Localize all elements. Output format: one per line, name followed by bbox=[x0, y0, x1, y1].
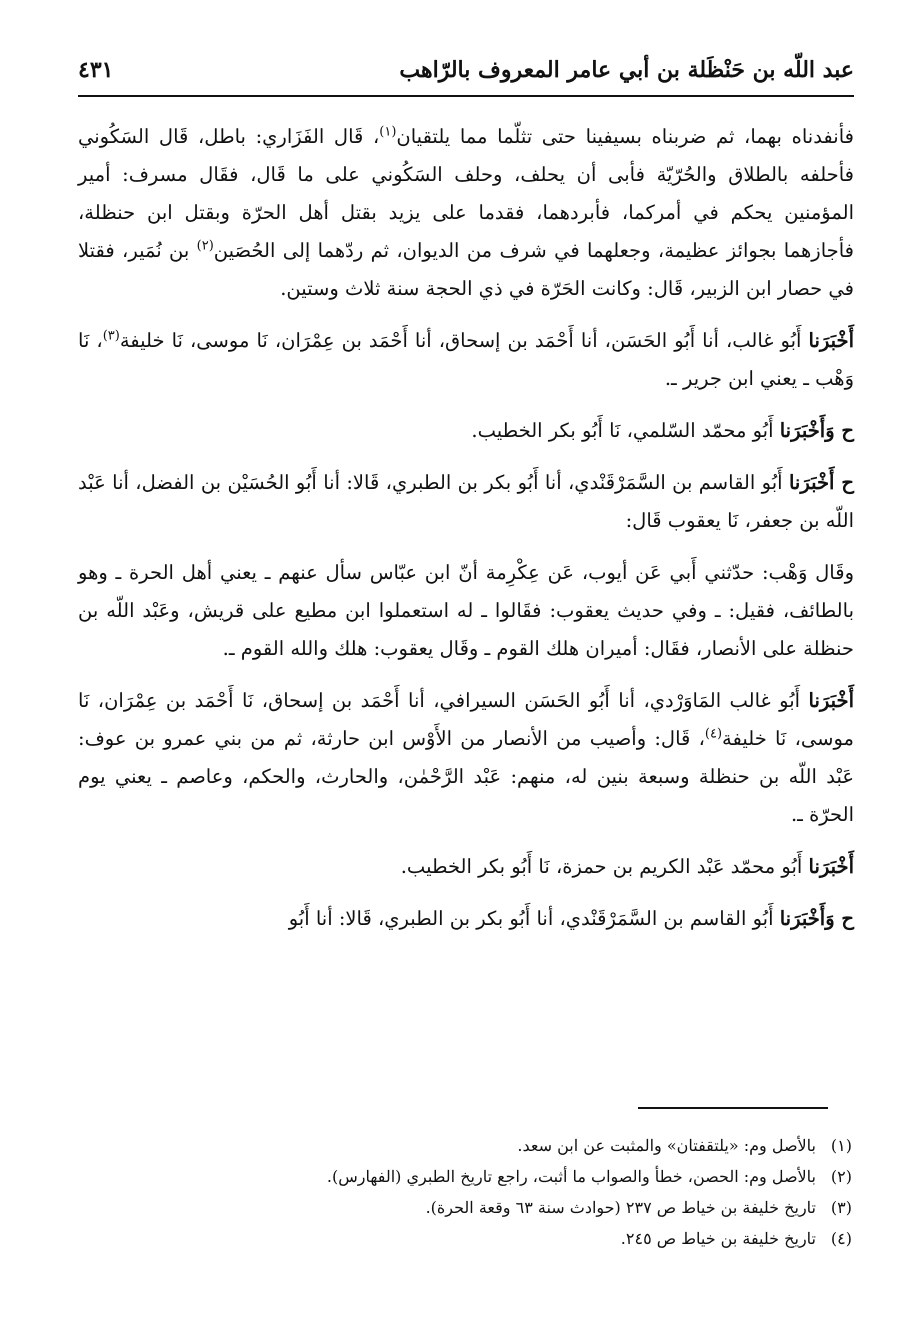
footnote-number: (٢) bbox=[830, 1167, 852, 1186]
footnote-reference: (٢) bbox=[196, 238, 214, 254]
main-text bbox=[78, 118, 854, 952]
paragraph-text: بن نُمَير، فقتلا في حصار ابن الزبير، قَال: وكانت الحَرّة في ذي الحجة سنة ثلاث وستين. bbox=[78, 239, 854, 300]
footnote bbox=[140, 1223, 852, 1254]
paragraph bbox=[78, 682, 854, 834]
paragraph-text: وقَال وَهْب: حدّثني أَبي عَن أيوب، عَن عِكْرِمة أنّ ابن عبّاس سأل عنهم ـ يعني أهل الحرة ـ وهو بالطائف، فقيل: ـ وفي حديث يعقوب: فقَالوا ـ له استعملوا ابن مطيع على قريش، وعَبْد اللّه بن حنظلة على الأنصار، فقَال: أميران هلك القوم ـ وقَال يعقوب: هلك والله القوم ـ. bbox=[78, 561, 854, 660]
footnote-separator bbox=[638, 1107, 828, 1109]
paragraph-text: ، نَا وَهْب ـ يعني ابن جرير ـ. bbox=[78, 329, 854, 390]
page-number: ٤٣١ bbox=[78, 57, 114, 83]
isnad-lead-word: ح وَأَخْبَرَنا bbox=[779, 907, 854, 930]
footnote-number: (٣) bbox=[830, 1198, 852, 1217]
isnad-lead-word: أَخْبَرَنا bbox=[808, 689, 854, 712]
isnad-lead-word: ح أَخْبَرَنا bbox=[788, 471, 854, 494]
footnote-reference: (٤) bbox=[704, 726, 723, 742]
paragraph-text: ، قَال الفَزَاري: باطل، قَال السَكُوني فأحلفه بالطلاق والحُرّيّة فأبى أن يحلف، وحلف السَكُوني على ما قَال، فقَال مسرف: أمير المؤمنين يحكم في أمركما، فأبردهما، فقدما على يزيد بقتل أهل الحرّة وبقتل ابن حنظلة، فأجازهما بجوائز عظيمة، وجعلهما في شرف من الديوان، ثم ردّهما إلى الحُصَين bbox=[78, 125, 854, 262]
footnotes bbox=[140, 1130, 852, 1254]
isnad-lead-word: أَخْبَرَنا bbox=[808, 855, 854, 878]
footnote-text: تاريخ خليفة بن خياط ص ٢٣٧ (حوادث سنة ٦٣ وقعة الحرة). bbox=[425, 1198, 816, 1217]
paragraph-text: فأنفدناه بهما، ثم ضربناه بسيفينا حتى تثلّما مما يلتقيان bbox=[396, 125, 854, 148]
footnote-text: بالأصل وم: «يلتقفتان» والمثبت عن ابن سعد. bbox=[517, 1136, 816, 1155]
footnote-number: (٤) bbox=[830, 1229, 852, 1248]
footnote-number: (١) bbox=[830, 1136, 852, 1155]
paragraph-text: أَبُو محمّد السّلمي، نَا أَبُو بكر الخطيب. bbox=[471, 419, 780, 442]
paragraph-text: أَبُو غالب، أنا أَبُو الحَسَن، أنا أَحْمَد بن إسحاق، أنا أَحْمَد بن عِمْرَان، نَا موسى، نَا خليفة bbox=[119, 329, 809, 352]
footnote-text: تاريخ خليفة بن خياط ص ٢٤٥. bbox=[620, 1229, 816, 1248]
footnote bbox=[140, 1192, 852, 1223]
footnote-reference: (١) bbox=[379, 124, 397, 140]
paragraph-text: أَبُو القاسم بن السَّمَرْقَنْدي، أنا أَبُو بكر بن الطبري، قَالا: أنا أَبُو الحُسَيْن بن الفضل، أنا عَبْد اللّه بن جعفر، نَا يعقوب قَال: bbox=[78, 471, 854, 532]
paragraph bbox=[78, 464, 854, 540]
paragraph-text: أَبُو محمّد عَبْد الكريم بن حمزة، نَا أَبُو بكر الخطيب. bbox=[400, 855, 809, 878]
footnote-reference: (٣) bbox=[102, 328, 120, 344]
paragraph bbox=[78, 322, 854, 398]
paragraph-text: ، قَال: وأصيب من الأنصار من الأَوْس ابن حارثة، ثم من بني عمرو بن عوف: عَبْد اللّه بن حنظلة وسبعة بنين له، منهم: عَبْد الرَّحْمٰن، والحارث، والحكم، وعاصم ـ يعني يوم الحرّة ـ. bbox=[78, 727, 854, 826]
footnote bbox=[140, 1130, 852, 1161]
running-header-title: عبد اللّه بن حَنْظَلة بن أبي عامر المعروف بالرّاهب bbox=[399, 57, 854, 83]
paragraph-text: أَبُو غالب المَاوَرْدي، أنا أَبُو الحَسَن السيرافي، أنا أَحْمَد بن إسحاق، نَا أَحْمَد بن عِمْرَان، نَا موسى، نَا خليفة bbox=[78, 689, 854, 750]
footnote bbox=[140, 1161, 852, 1192]
paragraph-text: أَبُو القاسم بن السَّمَرْقَنْدي، أنا أَبُو بكر بن الطبري، قَالا: أنا أَبُو bbox=[288, 907, 780, 930]
paragraph bbox=[78, 412, 854, 450]
paragraph bbox=[78, 554, 854, 668]
running-header bbox=[78, 55, 854, 97]
isnad-lead-word: ح وَأَخْبَرَنا bbox=[779, 419, 854, 442]
isnad-lead-word: أَخْبَرَنا bbox=[808, 329, 854, 352]
paragraph bbox=[78, 900, 854, 938]
paragraph bbox=[78, 118, 854, 308]
paragraph bbox=[78, 848, 854, 886]
footnote-text: بالأصل وم: الحصن، خطأ والصواب ما أثبت، راجع تاريخ الطبري (الفهارس). bbox=[326, 1167, 816, 1186]
